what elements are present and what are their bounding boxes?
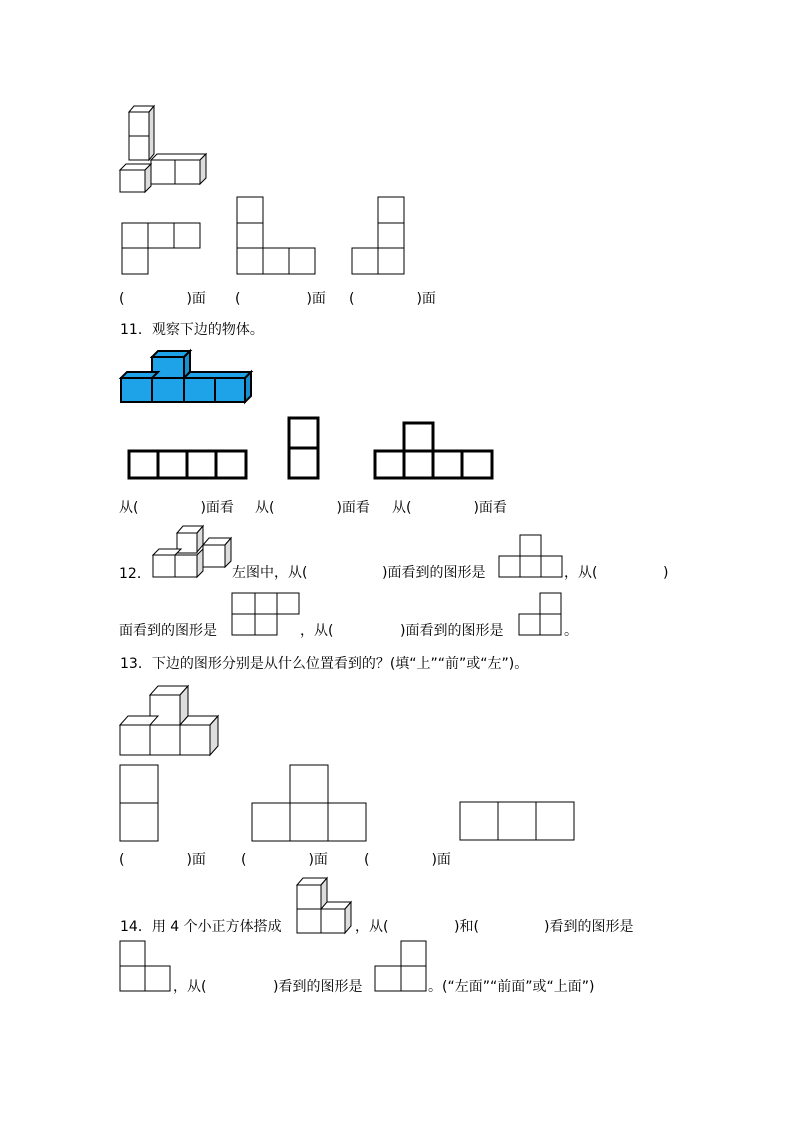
q12-line1-text-b: )面看到的图形是 — [382, 565, 486, 581]
q13-blank-3-open: ( — [364, 852, 370, 868]
q13-blank-3[interactable] — [364, 851, 451, 869]
q10-blank-3-open: ( — [349, 291, 355, 307]
q11-view-a — [127, 449, 249, 480]
q11-blank-3-open: 从( — [392, 500, 412, 516]
q14-answer-shape-2 — [374, 940, 428, 993]
q10-view-a — [121, 222, 201, 275]
q12-line2-text-d: 。 — [564, 623, 578, 639]
q12-line2-text-c: )面看到的图形是 — [400, 623, 504, 639]
q14-line1-text-d: )看到的图形是 — [544, 919, 634, 935]
q14-line2-text-c: 。(“左面”“前面”或“上面”) — [428, 979, 595, 995]
q11-blank-3-close: )面看 — [473, 500, 507, 516]
q10-cube-figure — [118, 102, 213, 194]
q13-blank-1-close: )面 — [186, 852, 206, 868]
q12-line2-text-a: 面看到的图形是 — [119, 623, 217, 639]
q14-cube-figure — [295, 875, 355, 935]
q11-blank-1-open: 从( — [119, 500, 139, 516]
q13-view-b — [251, 764, 369, 842]
q14-answer-shape-1 — [119, 940, 172, 993]
q14-line1-text-c: )和( — [454, 919, 479, 935]
q14-line1-text-a: 14．用 4 个小正方体搭成 — [120, 919, 282, 935]
q12-line2-text-b: ，从( — [300, 623, 334, 639]
q12-line1-text-a: 左图中，从( — [232, 565, 308, 581]
q13-title: 13．下边的图形分别是从什么位置看到的？(填“上”“前”或“左”)。 — [120, 656, 529, 672]
q13-blank-1-open: ( — [119, 852, 125, 868]
q12-answer-shape-1 — [498, 534, 563, 579]
q10-blank-1-close: )面 — [186, 291, 206, 307]
q11-blank-1-close: )面看 — [200, 500, 234, 516]
q11-view-b — [287, 416, 320, 480]
q12-line1-text-d: ) — [663, 565, 669, 581]
q14-line2-text-b: )看到的图形是 — [273, 979, 363, 995]
q12-cube-figure — [151, 523, 233, 579]
q10-blank-1[interactable] — [119, 290, 206, 308]
q14-line1-text-b: ，从( — [355, 919, 389, 935]
q11-blank-2[interactable] — [255, 499, 370, 517]
q13-blank-2[interactable] — [241, 851, 328, 869]
q12-line1-text-c: ，从( — [564, 565, 598, 581]
q13-blank-2-open: ( — [241, 852, 247, 868]
q11-blank-2-close: )面看 — [336, 500, 370, 516]
q10-blank-2-open: ( — [235, 291, 241, 307]
q11-blue-cube-figure — [119, 350, 255, 405]
q11-blank-2-open: 从( — [255, 500, 275, 516]
q12-number: 12． — [119, 566, 151, 582]
q11-blank-1[interactable] — [119, 499, 234, 517]
q10-blank-3[interactable] — [349, 290, 436, 308]
q14-line2-text-a: ，从( — [173, 979, 207, 995]
q10-view-c — [351, 196, 405, 275]
q10-blank-2-close: )面 — [306, 291, 326, 307]
q12-answer-shape-3 — [518, 592, 564, 637]
q13-blank-3-close: )面 — [431, 852, 451, 868]
q10-blank-3-close: )面 — [416, 291, 436, 307]
q11-view-c — [373, 421, 495, 480]
q13-view-a — [119, 764, 160, 842]
q13-blank-2-close: )面 — [308, 852, 328, 868]
q10-view-b — [236, 196, 316, 275]
q13-blank-1[interactable] — [119, 851, 206, 869]
q11-title: 11．观察下边的物体。 — [120, 322, 264, 338]
q13-cube-figure — [118, 683, 222, 757]
q12-answer-shape-2 — [231, 592, 301, 637]
q10-blank-1-open: ( — [119, 291, 125, 307]
q13-view-c — [459, 801, 577, 842]
q11-blank-3[interactable] — [392, 499, 507, 517]
q10-blank-2[interactable] — [235, 290, 326, 308]
